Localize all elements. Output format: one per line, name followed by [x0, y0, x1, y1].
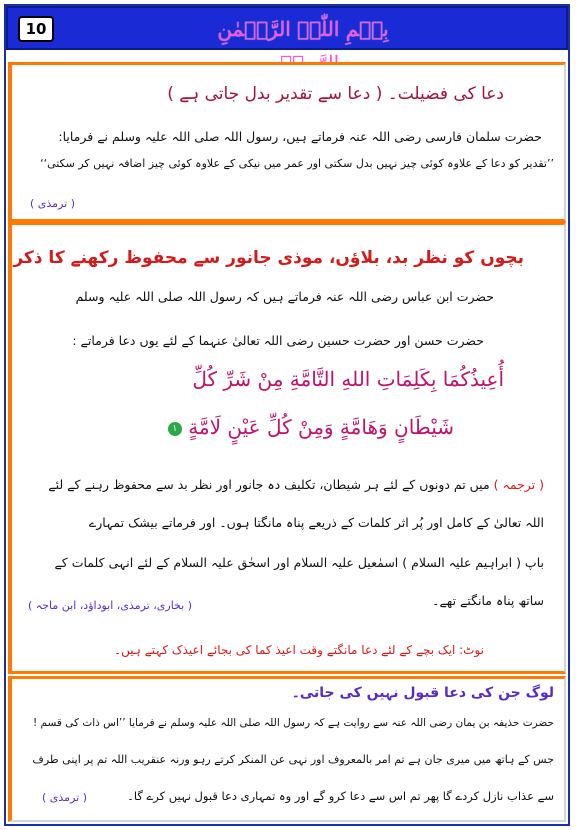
arabic-dua-text: شَيْطَانٍ وَهَامَّةٍ وَمِنْ كُلِّ عَيْنٍ لَامَّةٍ	[188, 415, 454, 439]
hadith-line: ’’تقدیر کو دعا کے علاوہ کوئی چیز نہیں بدل سکتی اور عمر میں نیکی کے علاوہ کوئی چیز اضافہ نہیں کر سکتی‘‘	[40, 157, 554, 170]
hadith-line: حضرت ابن عباس رضی اللہ عنہ فرماتے ہیں کہ رسول اللہ صلی اللہ علیہ وسلم	[75, 289, 494, 304]
translation-line: اللہ تعالیٰ کے کامل اور پُر اثر کلمات کے ذریعے پناہ مانگتا ہوں۔ اور فرماتے بیشک تمہارے	[88, 515, 544, 530]
ayah-marker-icon: ۱	[168, 422, 182, 436]
note-line: نوٹ: ایک بچے کے لئے دعا مانگتے وقت اعیذ کما کی بجائے اعیذک کہتے ہیں۔	[114, 643, 484, 657]
hadith-reference: ( ترمذی )	[42, 791, 87, 804]
hadith-line: حضرت حسن اور حضرت حسین رضی اللہ تعالیٰ عنہما کے لئے یوں دعا فرماتے :	[72, 333, 484, 348]
hadith-line: جس کے ہاتھ میں میری جان ہے تم امر بالمعروف اور نہی عن المنکر کرتے رہو ورنہ عنقریب اللہ تم پر اپنی طرف	[32, 753, 554, 766]
section-title: بچوں کو نظر بد، بلاؤں، موذی جانور سے محفوظ رکھنے کا ذکر	[13, 248, 524, 268]
hadith-line: حضرت حذیفہ بن یمان رضی اللہ عنہ سے روایت ہے کہ رسول اللہ صلی اللہ علیہ وسلم نے فرمایا ’’اس ذات کی قسم !	[32, 717, 554, 729]
arabic-dua-line	[164, 415, 454, 439]
bismillah-calligraphy: بِسۡمِ اللّٰہِ الرَّحۡمٰنِ	[217, 17, 389, 41]
translation-line	[48, 477, 544, 492]
translation-line: ساتھ پناہ مانگتے تھے۔	[432, 593, 544, 608]
page-number: 10	[18, 16, 54, 42]
translation-label: ( ترجمہ )	[493, 477, 544, 492]
arabic-dua-line: أُعِيذُكُمَا بِكَلِمَاتِ اللهِ التَّامَّةِ مِنْ شَرِّ كُلِّ	[192, 367, 504, 391]
section-title: دعا کی فضیلت۔ ( دعا سے تقدیر بدل جاتی ہے )	[167, 84, 504, 104]
section-dua-virtue	[8, 62, 566, 222]
hadith-reference: ( ترمذی )	[30, 197, 75, 210]
translation-text: میں تم دونوں کے لئے ہر شیطان، تکلیف دہ جانور اور نظر بد سے محفوظ رہنے کے لئے	[48, 477, 490, 492]
section-unanswered-dua	[8, 676, 566, 822]
hadith-line: سے عذاب نازل کردے گا پھر تم اس سے دعا کرو گے اور وہ تمہاری دعا قبول نہیں کرے گا۔	[127, 789, 554, 803]
section-child-protection	[8, 222, 566, 674]
page-header	[6, 6, 568, 50]
section-title: لوگ جن کی دعا قبول نہیں کی جاتی۔	[291, 685, 554, 701]
translation-line: باپ ( ابراہیم علیہ السلام ) اسمٰعیل علیہ السلام اور اسحٰق علیہ السلام کے لئے انہی کلمات کے	[54, 555, 544, 570]
hadith-line: حضرت سلمان فارسی رضی اللہ عنہ فرماتے ہیں، رسول اللہ صلی اللہ علیہ وسلم نے فرمایا:	[58, 129, 542, 144]
hadith-reference: ( بخاری، ترمذی، ابوداؤد، ابن ماجہ )	[28, 599, 193, 612]
